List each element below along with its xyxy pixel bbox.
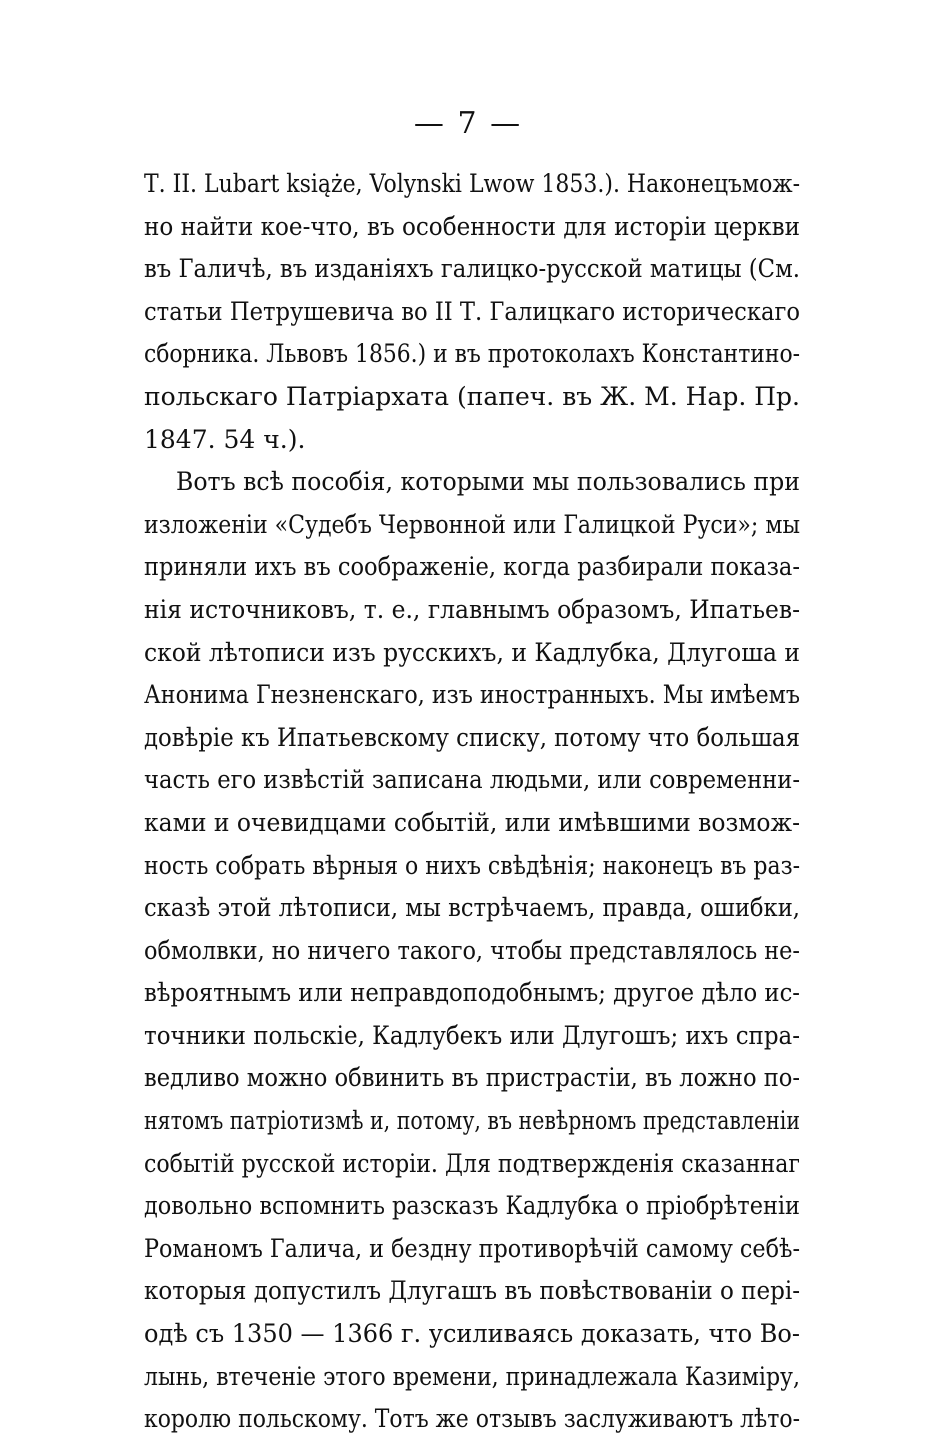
text-line: сказѣ этой лѣтописи, мы встрѣчаемъ, правда, ошибки, [144,893,800,923]
text-line: сборника. Львовъ 1856.) и въ протоколахъ Константино- [144,339,800,369]
text-line: ность собрать вѣрныя о нихъ свѣдѣнія; наконецъ въ раз- [144,850,800,880]
text-line: Анонима Гнезненскаго, изъ иностранныхъ. Мы имѣемъ [144,680,800,710]
text-line: ведливо можно обвинить въ пристрастіи, въ ложно по- [144,1063,800,1093]
text-line: часть его извѣстій записана людьми, или современни- [144,765,800,795]
paragraph-2 [144,461,800,1441]
text-line: лынь, втеченіе этого времени, принадлежала Казиміру, [144,1361,800,1391]
text-line: королю польскому. Тотъ же отзывъ заслуживаютъ лѣто- [144,1404,800,1434]
text-line: Романомъ Галича, и бездну противорѣчій самому себѣ- [144,1233,800,1263]
text-line: одѣ съ 1350 — 1366 г. усиливаясь доказать, что Во- [144,1319,800,1349]
text-line: довѣріе къ Ипатьевскому списку, потому что большая [144,722,800,752]
text-line: статьи Петрушевича во II Т. Галицкаго историческаго [144,296,800,326]
text-line: ской лѣтописи изъ русскихъ, и Кадлубка, Длугоша и [144,637,800,667]
text-line: обмолвки, но ничего такого, чтобы представлялось не- [144,935,800,965]
text-line: но найти кое-что, въ особенности для исторіи церкви [144,211,800,241]
text-line: польскаго Патріархата (папеч. въ Ж. М. Нар. Пр. [144,381,800,411]
text-line: 1847. 54 ч.). [144,424,306,454]
text-line: точники польскіе, Кадлубекъ или Длугошъ; ихъ спра- [144,1020,800,1050]
text-line: довольно вспомнить разсказъ Кадлубка о пріобрѣтеніи [144,1191,800,1221]
text-line: нія источниковъ, т. е., главнымъ образомъ, Ипатьев- [144,594,800,624]
page-number: — 7 — [413,106,523,141]
text-line: ками и очевидцами событій, или имѣвшими возмож- [144,807,800,837]
text-line: событій русской исторіи. Для подтвержденія сказаннаг [144,1148,800,1178]
text-line: приняли ихъ въ соображеніе, когда разбирали показа- [144,552,800,582]
text-line: Т. II. Lubart książe, Volynski Lwow 1853.). Наконецъмож- [144,169,800,198]
text-line: въ Галичѣ, въ изданіяхъ галицко-русской матицы (См. [144,254,800,284]
text-line: изложеніи «Судебъ Червонной или Галицкой Руси»; мы [144,509,800,539]
text-line: которыя допустилъ Длугашъ въ повѣствованіи о пері- [144,1276,800,1306]
text-line: Вотъ всѣ пособія, которыми мы пользовались при [176,467,800,497]
paragraph-1 [144,163,800,461]
text-line: нятомъ патріотизмѣ и, потому, въ невѣрномъ представленіи [144,1106,800,1136]
body-text [144,163,800,1441]
text-line: вѣроятнымъ или неправдоподобнымъ; другое дѣло ис- [144,978,800,1008]
